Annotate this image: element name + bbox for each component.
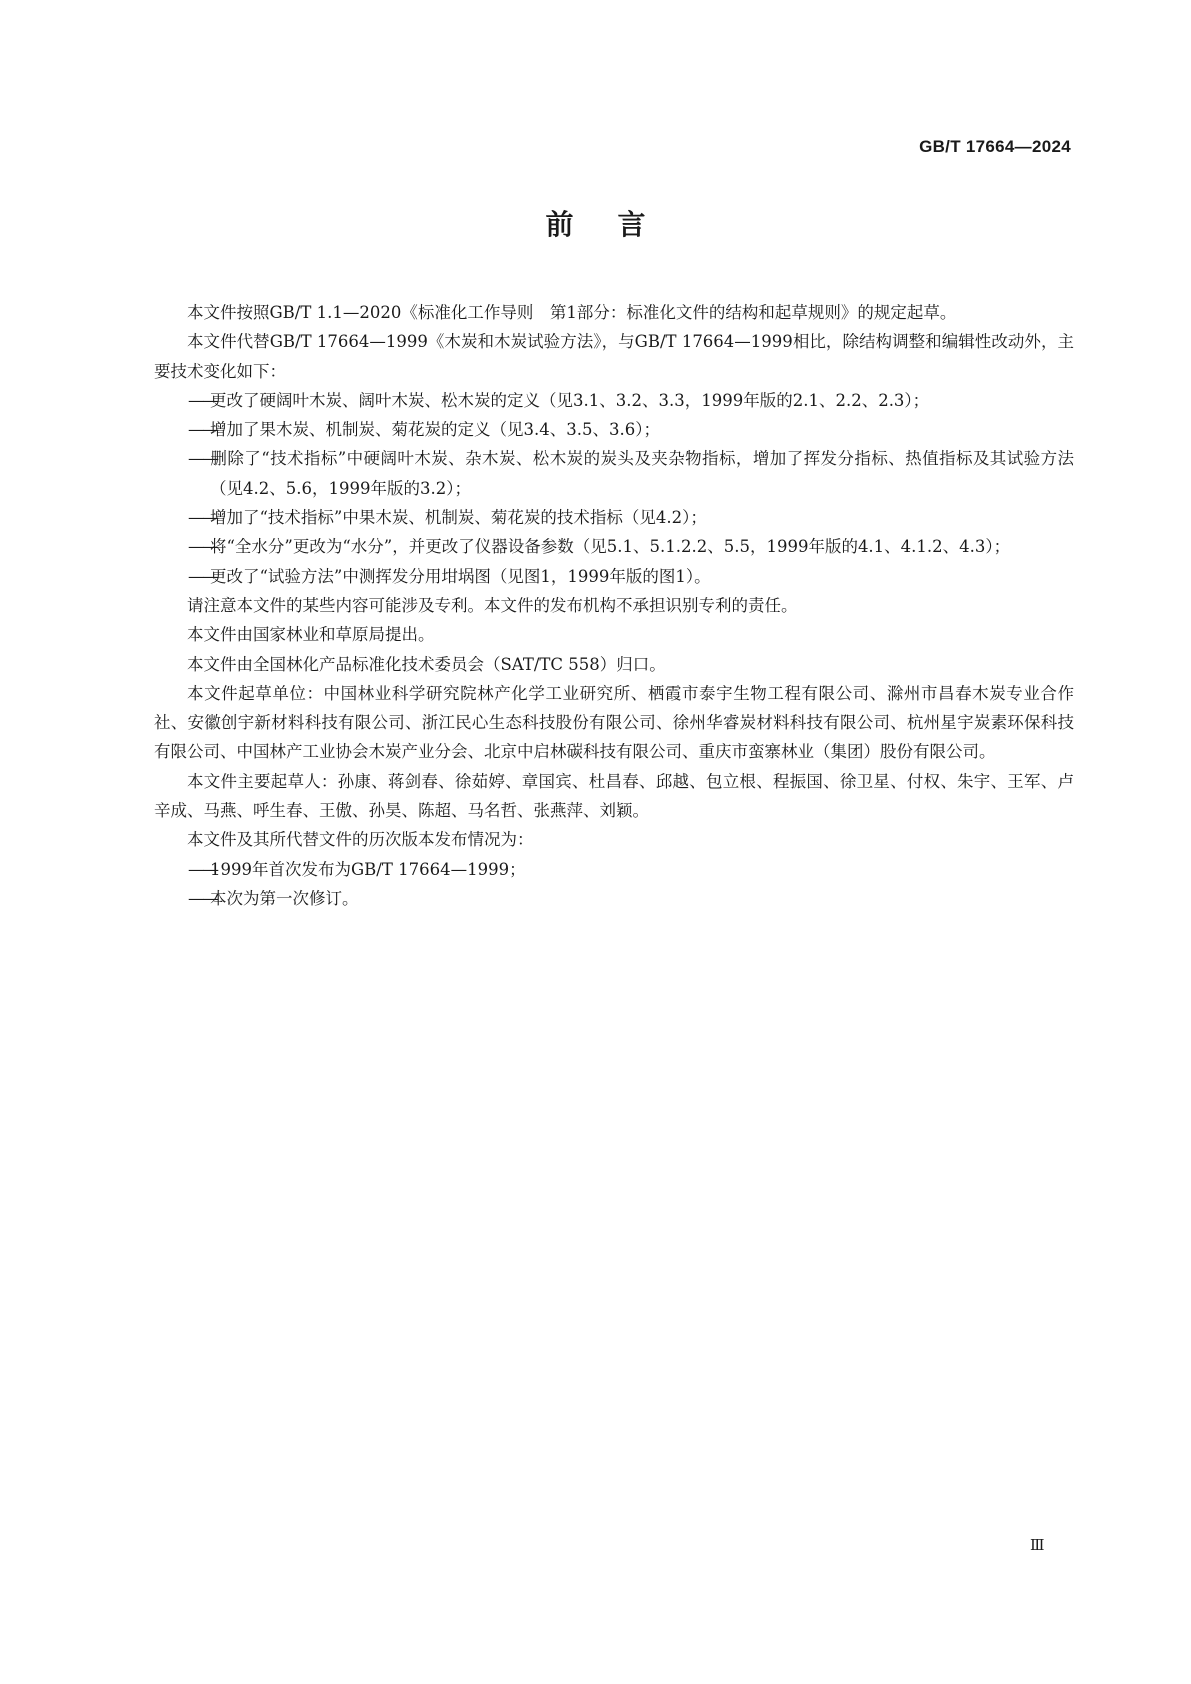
list-item	[154, 884, 1074, 913]
list-dash: ——	[188, 390, 217, 410]
paragraph: 本文件由全国林化产品标准化技术委员会（SAT/TC 558）归口。	[187, 654, 666, 674]
list-dash: ——	[188, 449, 217, 469]
paragraph: 本文件按照GB/T 1.1—2020《标准化工作导则 第1部分：标准化文件的结构和起草规则》的规定起草。	[187, 303, 957, 322]
list-item-text: 增加了“技术指标”中果木炭、机制炭、菊花炭的技术指标（见4.2）；	[210, 508, 707, 528]
list-item-text: 将“全水分”更改为“水分”，并更改了仪器设备参数（见5.1、5.1.2.2、5.5，1999年版的4.1、4.1.2、4.3）；	[210, 537, 1011, 557]
paragraph: 本文件由国家林业和草原局提出。	[187, 625, 435, 645]
list-dash: ——	[188, 859, 217, 879]
paragraph: 本文件主要起草人：孙康、蒋剑春、徐茹婷、章国宾、杜昌春、邱越、包立根、程振国、徐卫星、付权、朱宇、王军、卢辛成、马燕、呼生春、王傲、孙昊、陈超、马名哲、张燕萍、刘颖。	[154, 771, 1074, 821]
list-item-text: 更改了硬阔叶木炭、阔叶木炭、松木炭的定义（见3.1、3.2、3.3，1999年版的2.1、2.2、2.3）；	[210, 390, 930, 410]
list-item	[154, 386, 1074, 415]
list-dash: ——	[188, 888, 217, 908]
paragraph: 本文件代替GB/T 17664—1999《木炭和木炭试验方法》，与GB/T 17664—1999相比，除结构调整和编辑性改动外，主要技术变化如下：	[154, 332, 1074, 381]
paragraph: 请注意本文件的某些内容可能涉及专利。本文件的发布机构不承担识别专利的责任。	[187, 595, 798, 615]
list-item-text: 本次为第一次修订。	[210, 888, 359, 908]
list-item	[154, 562, 1074, 591]
list-item-text: 更改了“试验方法”中测挥发分用坩埚图（见图1，1999年版的图1）。	[210, 566, 711, 586]
paragraph: 本文件及其所代替文件的历次版本发布情况为：	[187, 830, 534, 850]
list-dash: ——	[188, 420, 217, 440]
list-dash: ——	[188, 566, 217, 586]
standard-number: GB/T 17664—2024	[919, 137, 1071, 156]
paragraph: 本文件起草单位：中国林业科学研究院林产化学工业研究所、栖霞市泰宇生物工程有限公司、滁州市昌春木炭专业合作社、安徽创宇新材料科技有限公司、浙江民心生态科技股份有限公司、徐州华睿炭材料科技有限公司、杭州星宇炭素环保科技有限公司、中国林产工业协会木炭产业分会、北京中启林碳科技有限公司、重庆市蛮寨林业（集团）股份有限公司。	[154, 683, 1074, 762]
list-item	[154, 415, 1074, 444]
list-item-text: 1999年首次发布为GB/T 17664—1999；	[210, 859, 526, 879]
list-item-text: 删除了“技术指标”中硬阔叶木炭、杂木炭、松木炭的炭头及夹杂物指标，增加了挥发分指标、热值指标及其试验方法（见4.2、5.6，1999年版的3.2）；	[210, 449, 1074, 498]
page-number: Ⅲ	[1030, 1536, 1045, 1554]
list-item	[154, 444, 1074, 503]
list-dash: ——	[188, 537, 217, 557]
list-item	[154, 503, 1074, 532]
list-item	[154, 855, 1074, 884]
list-item-text: 增加了果木炭、机制炭、菊花炭的定义（见3.4、3.5、3.6）；	[210, 420, 660, 440]
page-title: 前言	[545, 208, 690, 241]
list-dash: ——	[188, 508, 217, 528]
foreword-body	[154, 298, 1074, 913]
list-item	[154, 532, 1074, 561]
